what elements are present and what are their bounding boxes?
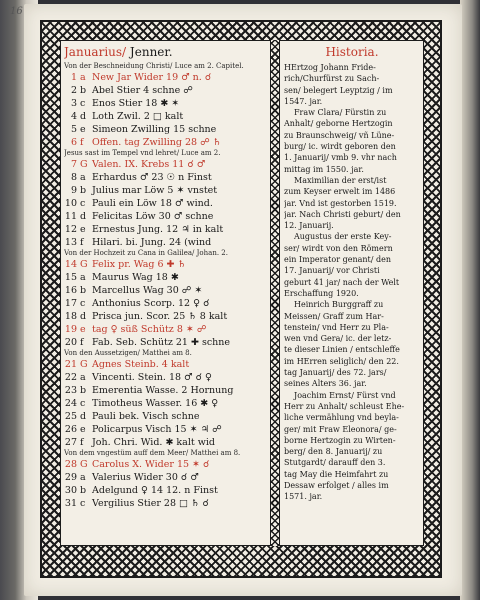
history-line: Maximilian der erst/ist — [294, 175, 387, 185]
day-number: 19 — [64, 324, 77, 335]
saint-and-sign: Pauli ein Löw 18 ♂ wind. — [92, 198, 213, 209]
dominical-letter: a — [80, 472, 86, 483]
history-line: 17. Januarij/ vor Christi — [284, 266, 380, 276]
history-line: 12. Januarij. — [284, 221, 334, 231]
history-line: borne Hertzogin zu Wirten- — [284, 435, 396, 445]
calendar-day-row — [64, 84, 268, 97]
day-number: 2 — [70, 85, 77, 96]
dominical-letter: d — [80, 411, 87, 422]
folio-number: 16 — [10, 6, 23, 17]
dominical-letter: a — [80, 72, 86, 83]
history-line: ser/ wirdt von den Römern — [284, 243, 393, 253]
history-line: rich/Churfürst zu Sach- — [284, 74, 380, 84]
day-number: 27 — [64, 437, 77, 448]
history-line: ger/ mit Fraw Eleonora/ ge- — [284, 424, 397, 434]
history-line: im HErren seliglich/ den 22. — [284, 356, 399, 366]
saint-and-sign: Maurus Wag 18 ✱ — [92, 272, 179, 283]
dominical-letter: c — [80, 198, 86, 209]
calendar-day-row — [64, 484, 268, 497]
saint-and-sign: Offen. tag Zwilling 28 ☍ ♄ — [92, 137, 222, 148]
day-number: 18 — [64, 311, 77, 322]
day-number: 24 — [64, 398, 77, 409]
calendar-day-row — [64, 297, 268, 310]
saint-and-sign: Emerentia Wasse. 2 Hornung — [92, 385, 234, 396]
dominical-letter: b — [80, 85, 87, 96]
saint-and-sign: Valen. IX. Krebs 11 ☌ ♂ — [92, 159, 206, 170]
calendar-column — [64, 62, 268, 544]
saint-and-sign: Carolus X. Wider 15 ✶ ☌ — [92, 459, 210, 470]
saint-and-sign: Anthonius Scorp. 12 ♀ ☌ — [92, 298, 210, 309]
dominical-letter: d — [80, 211, 87, 222]
history-line: Herr zu Anhalt/ schleust Ehe- — [284, 401, 405, 411]
day-number: 4 — [70, 111, 77, 122]
history-line: 1571. jar. — [284, 492, 323, 502]
history-line: Fraw Clara/ Fürstin zu — [294, 108, 387, 118]
saint-and-sign: Joh. Chri. Wid. ✱ kalt wid — [92, 437, 215, 448]
saint-and-sign: Ernestus Jung. 12 ♃ in kalt — [92, 224, 224, 235]
dominical-letter: b — [80, 385, 87, 396]
history-line: wen vnd Gera/ ic. der letz- — [284, 334, 392, 344]
dominical-letter: e — [80, 424, 86, 435]
day-number: 12 — [64, 224, 77, 235]
dominical-letter: d — [80, 311, 87, 322]
day-number: 22 — [64, 372, 77, 383]
history-line: seines Alters 36. jar. — [284, 379, 367, 389]
history-line: sen/ belegert Leyptzig / im — [284, 85, 393, 95]
history-line: geburt 41 jar/ nach der Welt — [284, 277, 400, 287]
saint-and-sign: Vincenti. Stein. 18 ♂ ☌ ♀ — [92, 372, 212, 383]
gospel-note: Von der Hochzeit zu Cana in Galilea/ Johan. 2. — [64, 249, 228, 257]
history-line: Augustus der erste Key- — [294, 232, 392, 242]
saint-and-sign: Simeon Zwilling 15 schne — [92, 124, 217, 135]
day-number: 5 — [70, 124, 77, 135]
day-number: 10 — [64, 198, 77, 209]
history-line: mittag im 1550. jar. — [284, 164, 364, 174]
saint-and-sign: Felicitas Löw 30 ♂ schne — [92, 211, 214, 222]
saint-and-sign: Abel Stier 4 schne ☍ — [92, 85, 193, 96]
history-line: Erschaffung 1920. — [284, 288, 359, 298]
dominical-letter: c — [80, 498, 86, 509]
day-number: 1 — [70, 72, 77, 83]
saint-and-sign: Valerius Wider 30 ☌ ♂ — [92, 472, 199, 483]
saint-and-sign: Policarpus Visch 15 ✶ ♃ ☍ — [92, 424, 222, 435]
history-line: Joachim Ernst/ Fürst vnd — [294, 390, 396, 400]
history-line: tenstein/ vnd Herr zu Pla- — [284, 322, 389, 332]
saint-and-sign: New Jar Wider 19 ♂ n. ☌ — [92, 72, 212, 83]
history-line: tag Januarij/ des 72. jars/ — [284, 368, 387, 378]
dominical-letter: e — [80, 224, 86, 235]
saint-and-sign: tag ♀ süß Schütz 8 ✶ ☍ — [92, 324, 207, 335]
calendar-day-row — [64, 223, 268, 236]
calendar-day-row — [64, 71, 268, 84]
calendar-day-row — [64, 310, 268, 323]
dominical-letter: f — [80, 137, 84, 148]
history-line: 1547. jar. — [284, 96, 323, 106]
history-line: Anhalt/ geborne Hertzogin — [284, 119, 393, 129]
dominical-letter: G — [80, 159, 88, 170]
dominical-letter: c — [80, 298, 86, 309]
day-number: 13 — [64, 237, 77, 248]
dominical-letter: b — [80, 285, 87, 296]
calendar-day-row — [64, 197, 268, 210]
dominical-letter: f — [80, 437, 84, 448]
day-number: 31 — [64, 498, 77, 509]
saint-and-sign: Pauli bek. Visch schne — [92, 411, 200, 422]
dominical-letter: a — [80, 172, 86, 183]
day-number: 11 — [64, 211, 77, 222]
calendar-day-row — [64, 97, 268, 110]
day-number: 6 — [70, 137, 77, 148]
history-line: jar. Nach Christi geburt/ den — [284, 209, 401, 219]
history-line: burg/ ic. wirdt geboren den — [284, 142, 396, 152]
saint-and-sign: Loth Zwil. 2 □ kalt — [92, 111, 184, 122]
history-line: Meissen/ Graff zum Har- — [284, 311, 384, 321]
dominical-letter: a — [80, 372, 86, 383]
calendar-day-row — [64, 236, 268, 249]
saint-and-sign: Enos Stier 18 ✱ ✶ — [92, 98, 180, 109]
calendar-day-row — [64, 371, 268, 384]
saint-and-sign: Felix pr. Wag 6 ✚ ♄ — [92, 259, 187, 270]
day-number: 17 — [64, 298, 77, 309]
saint-and-sign: Prisca jun. Scor. 25 ♄ 8 kalt — [92, 311, 228, 322]
history-line: Heinrich Burggraff zu — [294, 300, 384, 310]
dominical-letter: e — [80, 124, 86, 135]
day-number: 25 — [64, 411, 77, 422]
calendar-day-row — [64, 284, 268, 297]
calendar-day-row — [64, 271, 268, 284]
saint-and-sign: Vergilius Stier 28 □ ♄ ☌ — [92, 498, 209, 509]
day-number: 23 — [64, 385, 77, 396]
month-name-german: Jenner. — [129, 45, 173, 59]
dominical-letter: G — [80, 459, 88, 470]
dominical-letter: a — [80, 272, 86, 283]
dominical-letter: d — [80, 111, 87, 122]
day-number: 7 — [70, 159, 77, 170]
history-line: 1. Januarij/ vmb 9. vhr nach — [284, 153, 397, 163]
calendar-day-row — [64, 171, 268, 184]
dominical-letter: c — [80, 398, 86, 409]
dominical-letter: G — [80, 359, 88, 370]
saint-and-sign: Erhardus ♂ 23 ☉ n Finst — [92, 172, 212, 183]
day-number: 28 — [64, 459, 77, 470]
gospel-note: Von dem vngestüm auff dem Meer/ Matthei am 8. — [64, 449, 241, 457]
dominical-letter: e — [80, 324, 86, 335]
day-number: 14 — [64, 259, 77, 270]
dominical-letter: G — [80, 259, 88, 270]
saint-and-sign: Marcellus Wag 30 ☍ ✶ — [92, 285, 203, 296]
calendar-day-row — [64, 471, 268, 484]
calendar-day-row — [64, 358, 268, 371]
history-column — [284, 62, 420, 544]
calendar-day-row — [64, 336, 268, 349]
dominical-letter: c — [80, 98, 86, 109]
gospel-note: Von der Beschneidung Christi/ Luce am 2. Capitel. — [64, 62, 244, 70]
dominical-letter: f — [80, 337, 84, 348]
history-heading: Historia. — [325, 45, 379, 59]
history-line: te dieser Linien / entschleffe — [284, 345, 400, 355]
calendar-day-row — [64, 397, 268, 410]
scan-edge-right — [460, 0, 480, 600]
dominical-letter: b — [80, 185, 87, 196]
history-line: Dessaw erfolget / alles im — [284, 480, 389, 490]
calendar-day-row — [64, 258, 268, 271]
day-number: 30 — [64, 485, 77, 496]
day-number: 9 — [70, 185, 77, 196]
calendar-day-row — [64, 158, 268, 171]
history-line: jar. Vnd ist gestorben 1519. — [284, 198, 397, 208]
saint-and-sign: Hilari. bi. Jung. 24 (wind — [92, 237, 212, 248]
day-number: 20 — [64, 337, 77, 348]
saint-and-sign: Fab. Seb. Schütz 21 ✚ schne — [92, 337, 231, 348]
calendar-day-row — [64, 123, 268, 136]
history-line: zu Braunschweig/ vñ Lüne- — [284, 130, 395, 140]
calendar-day-row — [64, 110, 268, 123]
day-number: 16 — [64, 285, 77, 296]
calendar-day-row — [64, 423, 268, 436]
calendar-day-row — [64, 384, 268, 397]
dominical-letter: f — [80, 237, 84, 248]
day-number: 26 — [64, 424, 77, 435]
day-number: 29 — [64, 472, 77, 483]
calendar-day-row — [64, 136, 268, 149]
history-line: HErtzog Johann Fride- — [284, 63, 376, 72]
day-number: 3 — [70, 98, 77, 109]
day-number: 8 — [70, 172, 77, 183]
saint-and-sign: Agnes Steinb. 4 kalt — [92, 359, 190, 370]
month-heading — [64, 44, 268, 60]
calendar-day-row — [64, 210, 268, 223]
history-line: liche vermählung vnd beyla- — [284, 413, 399, 423]
month-name-red: Januarius/ — [64, 45, 127, 59]
calendar-day-row — [64, 410, 268, 423]
calendar-day-row — [64, 458, 268, 471]
day-number: 15 — [64, 272, 77, 283]
history-line: Stutgardt/ darauff den 3. — [284, 458, 386, 468]
calendar-day-row — [64, 497, 268, 510]
gospel-note: Von den Aussetzigen/ Matthei am 8. — [64, 349, 192, 357]
history-line: berg/ den 8. Januarij/ zu — [284, 447, 383, 457]
day-number: 21 — [64, 359, 77, 370]
saint-and-sign: Timotheus Wasser. 16 ✱ ♀ — [92, 398, 219, 409]
calendar-day-row — [64, 436, 268, 449]
dominical-letter: b — [80, 485, 87, 496]
history-line: tag May die Heimfahrt zu — [284, 469, 389, 479]
gospel-note: Jesus sast im Tempel vnd lehret/ Luce am 2. — [64, 149, 221, 157]
history-line: ein Imperator genant/ den — [284, 255, 391, 265]
history-line: zum Keyser erwelt im 1486 — [284, 187, 396, 197]
saint-and-sign: Julius mar Löw 5 ✶ vnstet — [92, 185, 218, 196]
calendar-day-row — [64, 184, 268, 197]
column-divider-ornament — [270, 40, 280, 546]
saint-and-sign: Adelgund ♀ 14 12. n Finst — [92, 485, 218, 496]
calendar-day-row — [64, 323, 268, 336]
